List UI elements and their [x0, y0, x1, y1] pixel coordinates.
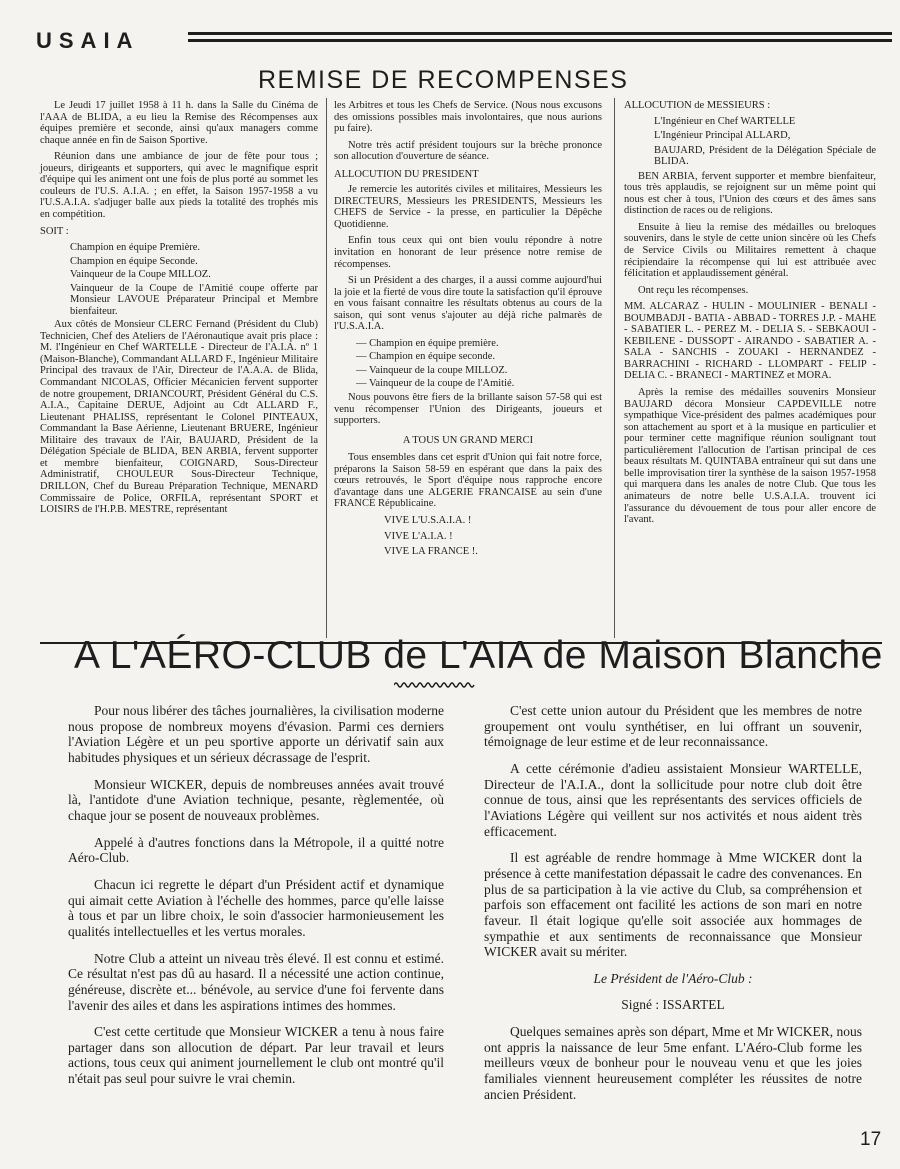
paragraph: A cette cérémonie d'adieu assistaient Monsieur WARTELLE, Directeur de l'A.I.A., dont la sollicitude pour notre club doit être connue de tous, ainsi que les représentants des services officiels de l'Aviations Légère qui veillent sur nos activités et nous aident très efficacement.	[484, 760, 862, 839]
list-item: — Champion en équipe seconde.	[334, 351, 602, 363]
article1-column-3	[624, 100, 876, 531]
paragraph: Après la remise des médailles souvenirs Monsieur BAUJARD décora Monsieur CAPDEVILLE notre sympathique Vice-président des palmes académiques pour son attachement au sport et à la musique en particulier et pour terminer cette magnifique réunion soulignant tout particulièrement l'allocution de l'artisan principal de ces beaux résultats M. QUINTABA entraîneur qui sut dans une belle improvisation tirer la synthèse de la saison 1957-1958 qui marquera dans les anales de notre Club. Que tous les animateurs de notre belle U.S.A.I.A. trouvent ici l'assurance du dévouement de tous pour aller encore de l'avant.	[624, 387, 876, 526]
article1-column-1	[40, 100, 318, 521]
speaker-name: L'Ingénieur en Chef WARTELLE	[654, 115, 796, 127]
masthead-brand: USAIA	[36, 28, 140, 53]
paragraph: C'est cette certitude que Monsieur WICKER a tenu à nous faire partager dans son allocution de départ. Par leur travail et leurs actions, tous ceux qui animent journellement le club ont montré qu'il n'était pas seul pour suivre le vrai chemin.	[68, 1024, 444, 1087]
list-item: Vainqueur de la Coupe de l'Amitié coupe offerte par Monsieur LAVOUE Préparateur Principal et Membre bienfaiteur.	[70, 282, 318, 317]
paragraph: Il est agréable de rendre hommage à Mme WICKER dont la présence à cette manifestation dépassait le cadre des convenances. En plus de sa participation à la vie active du Club, sa compréhension et parfois son effacement ont facilité les actions de son mari en notre faveur. Il était logique qu'elle soit associée aux hommages de sympathie et aux sentiments de reconnaissance que Monsieur WICKER avait su mériter.	[484, 850, 862, 960]
paragraph: Réunion dans une ambiance de jour de fête pour tous ; joueurs, dirigeants et supporters, qui avec le magnifique esprit d'équipe qui les animent ont une fois de plus porté au sommet les couleurs de l'U.S. A.I.A. ; en effet, la Saison 1957-1958 a vu l'U.S.A.I.A. s'adjuger balle aux pieds la totalité des trophés mis en compétition.	[40, 151, 318, 220]
section-heading: ALLOCUTION DU PRESIDENT	[334, 168, 479, 180]
paragraph: Pour nous libérer des tâches journalières, la civilisation moderne nous propose de nombreux moyens d'évasion. Parmi ces derniers l'Aviation Légère et un peu sportive apporte un dérivatif sain aux habitudes physiques et un sérieux décrassage de l'esprit.	[68, 703, 444, 765]
column-divider	[614, 98, 615, 638]
recipient-names: MM. ALCARAZ - HULIN - MOULINIER - BENALI - BOUMBADJI - BATIA - ABBAD - TORRES J.P. - MAHE - SABATIER L. - PEREZ M. - DELIA S. - SEBKAOUI - KEBILENE - DUSSOPT - AIRANDO - SABATIER A. - SALA - SANCHIS - ZOUAKI - HERNANDEZ - BARRACHINI - RICHARD - LLOMPART - FELIP - DELIA C. - BRANECI - MARTINEZ et MORA.	[624, 301, 876, 382]
speaker-name: BAUJARD, Président de la Délégation Spéciale de BLIDA.	[654, 144, 876, 168]
speaker-name: L'Ingénieur Principal ALLARD,	[654, 130, 791, 142]
list-item: Champion en équipe Seconde.	[70, 255, 198, 267]
paragraph: Notre très actif président toujours sur la brèche prononce son allocution d'ouverture de séance.	[334, 139, 602, 163]
list-item: — Vainqueur de la coupe MILLOZ.	[334, 365, 602, 377]
page-number: 17	[860, 1129, 882, 1150]
masthead	[36, 28, 892, 60]
section-heading: A TOUS UN GRAND MERCI	[402, 434, 534, 446]
column-divider	[326, 98, 327, 638]
article2-column-1	[68, 703, 444, 1098]
paragraph: Aux côtés de Monsieur CLERC Fernand (Président du Club) Technicien, Chef des Ateliers de l'Aéronautique avait pris place : M. l'Ingénieur en Chef WARTELLE - Directeur de l'A.I.A. nº 1 (Maison-Blanche), Commandant ALLARD F., Ingénieur Militaire Principal des travaux de l'Air, Directeur de l'A.A.A. de Blida, Commandant NICOLAS, Officier Mécanicien fervent supporter de notre groupement, DRIANCOURT, Président Général du C.S. A.I.A., Capitaine DERUE, Adjoint au Cdt ALLARD F., Lieutenant PHALISS, représentant le Colonel PINTEAUX, Commandant la Base Aérienne, Lieutenant BRUERE, Ingénieur Militaire des travaux de l'Air, BAUJARD, Président de la Délégation Spéciale de BLIDA, BEN ARBIA, fervent supporter et membre bienfaiteur, COIGNARD, Sous-Directeur Administratif, CHOULEUR Sous-Directeur Technique, DRILLON, Chef du Bureau Préparation Technique, MENARD Commissaire de Police, ORFILA, représentant SPORT et LOISIRS de l'H.P.B. MESTRE, représentant	[40, 319, 318, 516]
signature-name: Signé : ISSARTEL	[621, 996, 725, 1012]
article1-title: REMISE DE RECOMPENSES	[258, 66, 629, 94]
paragraph: Nous pouvons être fiers de la brillante saison 57-58 qui est venu récompenser l'Union des Dirigeants, joueurs et supporters.	[334, 392, 602, 427]
paragraph: Ont reçu les récompenses.	[638, 284, 749, 296]
paragraph: Si un Président a des charges, il a aussi comme aujourd'hui la joie et la fierté de vous dire toute la satisfaction qu'il éprouve en vous faisant connaitre les résultats obtenus au cours de la saison, qui sont venus s'ajouter au déjà riche palmarès de l'U.S.A.I.A.	[334, 275, 602, 333]
paragraph: Ensuite à lieu la remise des médailles ou breloques souvenirs, dans le style de cette union sincère où les Chefs de Service Civils ou Militaires remettent à chaque récipiendaire la récompense qui lui est attribuée avec félicitation et applaudissement général.	[624, 221, 876, 280]
list-heading: SOIT :	[40, 226, 69, 238]
article2-title: A L'AÉRO-CLUB de L'AIA de Maison Blanche	[74, 634, 883, 677]
closing-line: VIVE LA FRANCE !.	[384, 546, 478, 558]
paragraph: les Arbitres et tous les Chefs de Service. (Nous nous excusons des omissions possibles mais involontaires, que nous aurions pu faire).	[334, 100, 602, 135]
paragraph: Appelé à d'autres fonctions dans la Métropole, il a quitté notre Aéro-Club.	[68, 834, 444, 866]
list-item: — Vainqueur de la coupe de l'Amitié.	[334, 378, 602, 390]
paragraph: Chacun ici regrette le départ d'un Président actif et dynamique qui aimait cette Aviation à l'échelle des hommes, parce qu'elle laisse à tous et par un libre choix, le soin d'associer harmonieusement les qualités intellectuelles et les vertus morales.	[68, 876, 444, 939]
paragraph: Monsieur WICKER, depuis de nombreuses années avait trouvé là, l'antidote d'une Aviation technique, pesante, règlementée, où chaque jour se posent de nouveaux problèmes.	[68, 776, 444, 823]
paragraph: BEN ARBIA, fervent supporter et membre bienfaiteur, tous très applaudis, se rejoignent sur un même point qui nous est cher à tous, l'Union des cœurs et des âmes sans distinction de races ou de religions.	[624, 170, 876, 217]
list-item: Champion en équipe Première.	[70, 242, 201, 254]
masthead-rules	[188, 32, 892, 46]
paragraph: Je remercie les autorités civiles et militaires, Messieurs les DIRECTEURS, Messieurs les PRESIDENTS, Messieurs les CHEFS de Service - la presse, en particulier la Dêpêche Quotidienne.	[334, 184, 602, 230]
paragraph: Tous ensembles dans cet esprit d'Union qui fait notre force, préparons la Saison 58-59 en espérant que dans la paix des cœurs retrouvés, le Sport d'équipe nous rapproche encore d'avantage dans une ALGERIE FRANCAISE au sein d'une FRANCE Républicaine.	[334, 452, 602, 510]
paragraph: C'est cette union autour du Président que les membres de notre groupement ont voulu synthétiser, en lui offrant un souvenir, témoignage de leur estime et de leur reconnaissance.	[484, 703, 862, 750]
closing-line: VIVE L'A.I.A. !	[384, 530, 453, 542]
wavy-ornament	[394, 680, 476, 690]
paragraph: Le Jeudi 17 juillet 1958 à 11 h. dans la Salle du Cinéma de l'AAA de BLIDA, a eu lieu la Remise des Récompenses aux équipes première et seconde, ainsi qu'aux managers comme chaque année en fin de Saison Sportive.	[40, 100, 318, 146]
paragraph: Notre Club a atteint un niveau très élevé. Il est connu et estimé. Ce résultat n'est pas dû au hasard. Il a nécessité une action continue, généreuse, discrète et... bénévole, au service d'une foi fervente dans l'avenir des ailes et dans les aspirations intimes des hommes.	[68, 950, 444, 1013]
closing-line: VIVE L'U.S.A.I.A. !	[384, 514, 472, 526]
section-heading: ALLOCUTION de MESSIEURS :	[624, 100, 771, 111]
signature-title: Le Président de l'Aéro-Club :	[593, 970, 753, 986]
list-item: — Champion en équipe première.	[334, 338, 602, 350]
paragraph: Quelques semaines après son départ, Mme et Mr WICKER, nous ont appris la naissance de leur 5me enfant. L'Aéro-Club forme les meilleurs vœux de bonheur pour le nouveau venu et que les joies familiales viennent heureusement compléter les réussites de notre ancien Président.	[484, 1024, 862, 1102]
article1-column-2	[334, 100, 602, 562]
list-item: Vainqueur de la Coupe MILLOZ.	[70, 269, 211, 281]
article2-column-2	[484, 703, 862, 1113]
paragraph: Enfin tous ceux qui ont bien voulu répondre à notre invitation en honorant de leur présence notre remise de récompenses.	[334, 235, 602, 270]
